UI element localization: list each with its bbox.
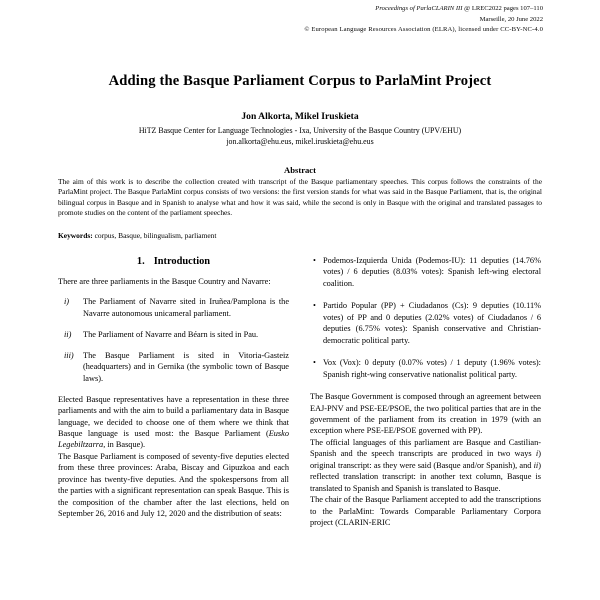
- list-item: [310, 255, 541, 289]
- abstract-text: The aim of this work is to describe the collection created with transcript of the Basque parliamentary speeches. This corpus follows the constraints of the ParlaMint project. The Basque ParlaMint corpus consists of two versions: the first version stands for what was said in the Basque Parliament, that is, the original bilingual corpus in Basque and in Spanish to analyse what and how it was said, while the second is only in Basque with the original and translated passages to promote studies on the content of the parliament speeches.: [58, 177, 542, 217]
- languages-text-start: The official languages of this parliament are Basque and Castilian-Spanish and the speech transcripts are produced in two ways: [310, 437, 541, 459]
- proceedings-line: [58, 4, 543, 15]
- list-marker: i): [64, 297, 70, 307]
- party-description: Podemos-Izquierda Unida (Podemos-IU): 11 deputies (14.76% votes) / 6 deputies (8.03% votes): Spanish left-wing electoral coalition.: [323, 256, 541, 288]
- author-emails: jon.alkorta@ehu.eus, mikel.iruskieta@ehu.eus: [226, 137, 374, 147]
- keywords-label: Keywords:: [58, 231, 93, 241]
- proceedings-name: Proceedings of ParlaCLARIN III: [375, 5, 463, 12]
- languages-paragraph: [310, 437, 541, 494]
- transcript-way-one-marker: i: [535, 449, 539, 459]
- list-item-text: The Parliament of Navarre sited in Iruñea/Pamplona is the Navarre autonomous unicameral parliament.: [83, 297, 289, 318]
- government-paragraph: The Basque Government is composed through an agreement between EAJ-PNV and PSE-EE/PSOE, the two political parties that are in the government of the parliament from its creation in 1979 (with an exception where PSE-EE/PSOE governed with PP).: [310, 392, 541, 436]
- list-item: [58, 350, 289, 384]
- list-item: [310, 300, 541, 346]
- author-list: Jon Alkorta, Mikel Iruskieta: [241, 110, 359, 122]
- keywords-line: [58, 231, 542, 241]
- right-column: [310, 255, 541, 600]
- list-item: [58, 329, 289, 340]
- publication-header: [58, 4, 543, 36]
- abstract-heading: Abstract: [284, 164, 316, 175]
- party-description: Partido Popular (PP) + Ciudadanos (Cs): 9 deputies (10.11% votes) of PP and 0 deputies (2.02% votes) of Ciudadanos / 6 deputies (6.75% votes): Spanish conservative and Christian-democratic political party.: [323, 301, 541, 345]
- page-title: Adding the Basque Parliament Corpus to ParlaMint Project: [108, 72, 492, 89]
- copyright-license-line: © European Language Resources Association (ELRA), licensed under CC-BY-NC-4.0: [304, 26, 543, 34]
- languages-text-middle: ) original transcript: as they were said (Basque and/or Spanish), and: [310, 449, 541, 470]
- composition-paragraph: The Basque Parliament is composed of seventy-five deputies elected from these three provinces: Araba, Biscay and Gipuzkoa and each province has twenty-five deputies. And the spokespersons from all the parties with a significant representation can speak Basque. This is the composition of the chamber after the last elections, held on September 26, 2016 and July 12, 2020 and the distribution of seats:: [58, 451, 289, 519]
- keywords-value: corpus, Basque, bilingualism, parliament: [94, 231, 217, 241]
- transcript-way-two-marker: ii: [533, 460, 539, 470]
- proceedings-at: @: [464, 5, 471, 12]
- list-marker: ii): [64, 329, 72, 339]
- bullet-icon: •: [313, 357, 316, 367]
- conference-location-date: Marseille, 20 June 2022: [479, 15, 543, 23]
- body-columns: [58, 255, 542, 600]
- abstract-section: [58, 165, 542, 242]
- section-heading-introduction: [58, 255, 289, 268]
- affiliation: HiTZ Basque Center for Language Technologies - Ixa, University of the Basque Country (UPV/EHU): [138, 125, 462, 135]
- chair-paragraph: The chair of the Basque Parliament accepted to add the transcriptions to the ParlaMint: Towards Comparable Parliamentary Corpora project (CLARIN-ERIC: [310, 495, 541, 528]
- representation-text-start: Elected Basque representatives have a representation in these three parliaments and with the aim to build a parliamentary data in Basque language, we decided to choose one of them where we think that Basque language is used most: the Basque Parliament (: [58, 394, 289, 439]
- basque-parliament-native-name: Eusko Legebiltzarra: [58, 429, 289, 450]
- section-title: Introduction: [153, 256, 211, 267]
- parliaments-list: [58, 296, 289, 384]
- list-marker: iii): [64, 350, 74, 360]
- representation-paragraph: [58, 394, 289, 451]
- party-bullet-list: [310, 255, 541, 380]
- section-number: 1.: [136, 256, 145, 267]
- list-item: [58, 296, 289, 319]
- bullet-icon: •: [313, 255, 316, 265]
- representation-text-end: , in Basque).: [103, 440, 146, 450]
- list-item: [310, 357, 541, 380]
- list-item-text: The Basque Parliament is sited in Vitoria-Gasteiz (headquarters) and in Gernika (the symbolic town of Basque laws).: [83, 350, 289, 383]
- list-item-text: The Parliament of Navarre and Béarn is sited in Pau.: [83, 329, 259, 339]
- bullet-icon: •: [313, 300, 316, 310]
- proceedings-pages: LREC2022 pages 107–110: [471, 5, 543, 12]
- languages-text-end: ) reflected translation transcript: in another text column, Basque is translated to Spanish and Spanish is translated to Basque.: [310, 460, 541, 493]
- party-description: Vox (Vox): 0 deputy (0.07% votes) / 1 deputy (1.96% votes): Spanish right-wing conservative nationalist political party.: [323, 358, 541, 379]
- left-column: [58, 255, 289, 600]
- intro-paragraph: There are three parliaments in the Basque Country and Navarre:: [58, 277, 271, 286]
